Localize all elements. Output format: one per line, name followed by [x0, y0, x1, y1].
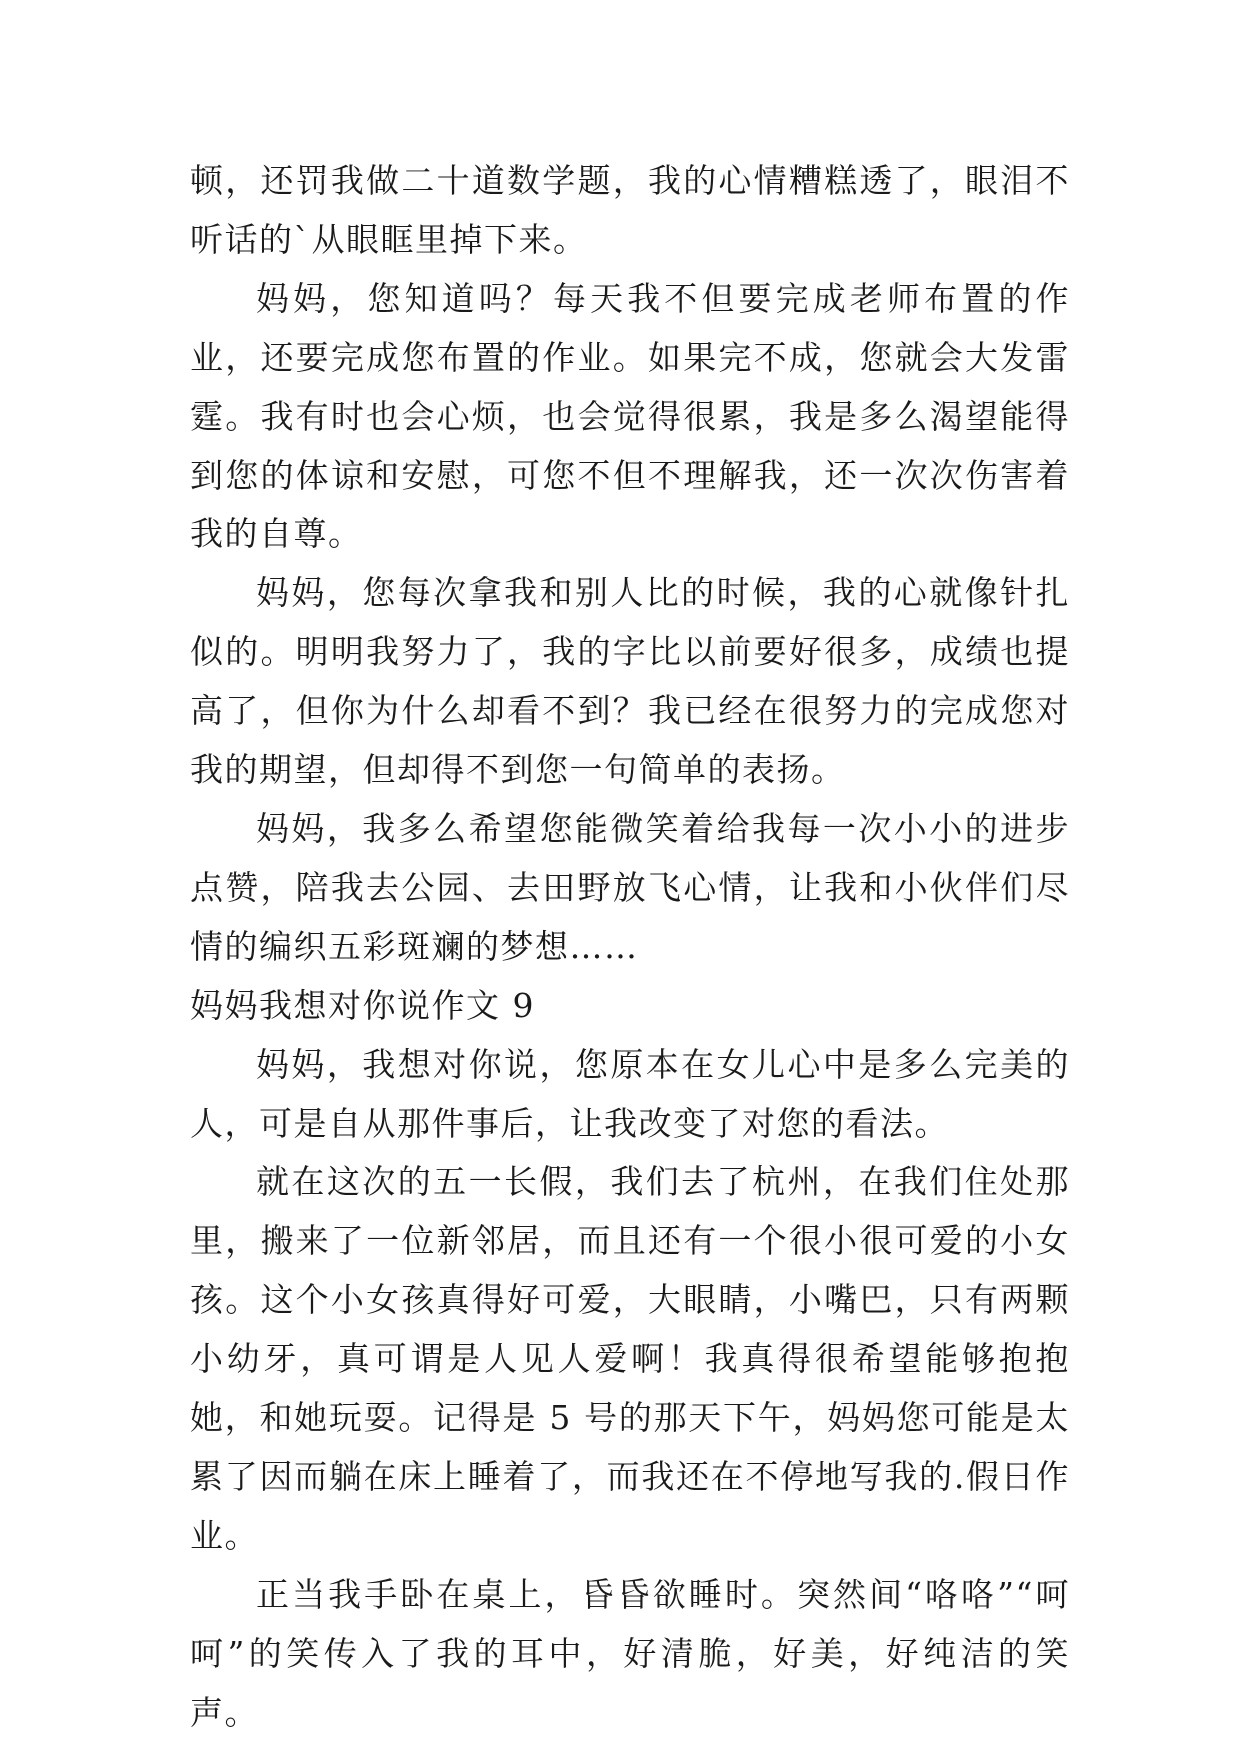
paragraph-1: 顿，还罚我做二十道数学题，我的心情糟糕透了，眼泪不听话的`从眼眶里掉下来。 [190, 161, 1070, 259]
paragraph-2: 妈妈，您知道吗？每天我不但要完成老师布置的作业，还要完成您布置的作业。如果完不成，您就会大发雷霆。我有时也会心烦，也会觉得很累，我是多么渴望能得到您的体谅和安慰，可您不但不理解我，还一次次伤害着我的自尊。 [190, 278, 1070, 554]
paragraph-3: 妈妈，您每次拿我和别人比的时候，我的心就像针扎似的。明明我努力了，我的字比以前要好很多，成绩也提高了，但你为什么却看不到？我已经在很努力的完成您对我的期望，但却得不到您一句简单的表扬。 [190, 573, 1070, 790]
section-heading: 妈妈我想对你说作文 9 [190, 985, 535, 1025]
paragraph-5: 妈妈，我想对你说，您原本在女儿心中是多么完美的人，可是自从那件事后，让我改变了对您的看法。 [190, 1044, 1070, 1143]
paragraph-6: 就在这次的五一长假，我们去了杭州，在我们住处那里，搬来了一位新邻居，而且还有一个很小很可爱的小女孩。这个小女孩真得好可爱，大眼睛，小嘴巴，只有两颗小幼牙，真可谓是人见人爱啊！我真得很希望能够抱抱她，和她玩耍。记得是 5 号的那天下午，妈妈您可能是太累了因而躺在床上睡着了，而我还在不停地写我的.假日作业。 [190, 1162, 1070, 1555]
paragraph-7: 正当我手卧在桌上，昏昏欲睡时。突然间“咯咯”“呵呵”的笑传入了我的耳中，好清脆，好美，好纯洁的笑声。 [190, 1574, 1070, 1732]
paragraph-4: 妈妈，我多么希望您能微笑着给我每一次小小的进步点赞，陪我去公园、去田野放飞心情，让我和小伙伴们尽情的编织五彩斑斓的梦想…… [190, 808, 1070, 966]
document-body [190, 152, 1070, 1742]
